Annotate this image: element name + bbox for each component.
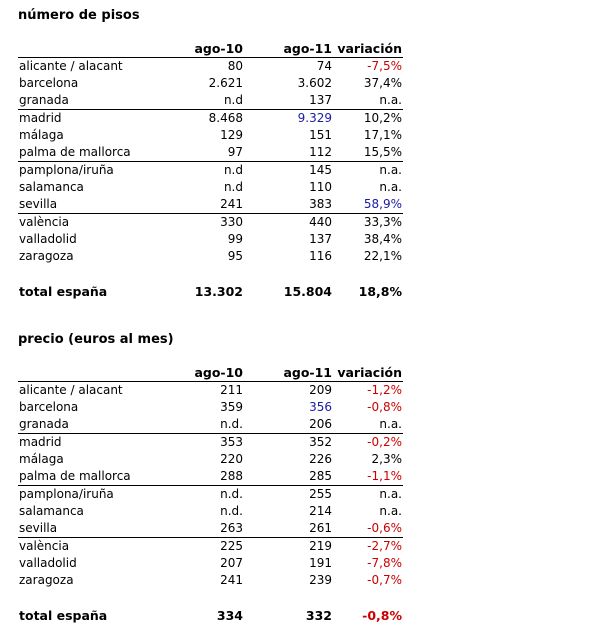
value-variacion: 58,9% xyxy=(333,196,403,214)
city-name: valència xyxy=(19,539,70,553)
value-ago-10: 263 xyxy=(158,520,244,538)
table-row xyxy=(18,144,403,162)
city-name: zaragoza xyxy=(19,249,74,263)
value-ago-11: 110 xyxy=(309,180,332,194)
value-ago-11: 74 xyxy=(316,59,332,73)
total-variacion: 18,8% xyxy=(358,284,402,299)
city-name: pamplona/iruña xyxy=(19,163,114,177)
table-row xyxy=(18,538,403,556)
value-ago-10: 211 xyxy=(220,383,243,397)
value-ago-11: 261 xyxy=(244,520,333,538)
value-ago-10: 225 xyxy=(220,539,243,553)
value-variacion: -1,1% xyxy=(333,468,403,486)
value-variacion: -0,6% xyxy=(333,520,403,538)
value-variacion: 2,3% xyxy=(371,452,402,466)
city-name: palma de mallorca xyxy=(18,468,158,486)
value-ago-10: 97 xyxy=(158,144,244,162)
header-row xyxy=(18,364,403,382)
value-variacion: -2,7% xyxy=(367,539,402,553)
table-row xyxy=(18,179,403,196)
value-ago-11: 255 xyxy=(309,487,332,501)
table-row xyxy=(18,451,403,468)
city-name: zaragoza xyxy=(19,573,74,587)
header-variacion: variación xyxy=(333,364,403,382)
value-ago-10: 2.621 xyxy=(208,76,243,90)
value-ago-10: 8.468 xyxy=(208,111,243,125)
table-row xyxy=(18,92,403,110)
value-ago-11: 383 xyxy=(244,196,333,214)
value-variacion: 38,4% xyxy=(363,232,402,246)
header-name xyxy=(18,364,158,382)
table-row xyxy=(18,399,403,416)
table-row xyxy=(18,110,403,128)
value-ago-10: 99 xyxy=(227,232,243,246)
value-ago-11: 116 xyxy=(309,249,332,263)
city-name: málaga xyxy=(19,128,64,142)
value-ago-10: 241 xyxy=(220,573,243,587)
table-row xyxy=(18,162,403,180)
city-name: barcelona xyxy=(19,76,79,90)
value-ago-11: 9.329 xyxy=(297,111,332,125)
value-ago-11: 214 xyxy=(309,504,332,518)
header-ago-10: ago-10 xyxy=(158,364,244,382)
value-ago-10: 220 xyxy=(220,452,243,466)
value-ago-11: 137 xyxy=(244,92,333,110)
value-ago-10: n.d. xyxy=(220,487,243,501)
total-ago-10: 334 xyxy=(216,608,243,623)
value-variacion: 22,1% xyxy=(363,249,402,263)
value-variacion: n.a. xyxy=(333,416,403,434)
value-variacion: 10,2% xyxy=(363,111,402,125)
city-name: madrid xyxy=(19,111,62,125)
city-name: barcelona xyxy=(19,400,79,414)
value-variacion: -1,2% xyxy=(367,383,402,397)
value-ago-11: 352 xyxy=(309,435,332,449)
city-name: alicante / alacant xyxy=(19,383,123,397)
value-ago-10: 241 xyxy=(158,196,244,214)
total-row xyxy=(18,283,403,300)
value-ago-11: 151 xyxy=(309,128,332,142)
value-variacion: -0,2% xyxy=(367,435,402,449)
value-ago-11: 356 xyxy=(309,400,332,414)
table-row xyxy=(18,503,403,520)
value-ago-10: 330 xyxy=(220,215,243,229)
total-name: total españa xyxy=(19,284,108,299)
table-row xyxy=(18,572,403,589)
table-row xyxy=(18,127,403,144)
value-variacion: 37,4% xyxy=(363,76,402,90)
value-ago-10: n.d xyxy=(223,180,243,194)
value-ago-10: n.d xyxy=(223,163,243,177)
spacer-row xyxy=(18,589,403,607)
table-row xyxy=(18,555,403,572)
city-name: palma de mallorca xyxy=(18,144,158,162)
city-name: sevilla xyxy=(18,196,158,214)
header-row xyxy=(18,40,403,58)
table-row xyxy=(18,75,403,92)
value-variacion: n.a. xyxy=(379,504,402,518)
total-ago-11: 332 xyxy=(305,608,332,623)
value-variacion: 15,5% xyxy=(333,144,403,162)
table-row xyxy=(18,416,403,434)
table-row xyxy=(18,486,403,504)
city-name: granada xyxy=(18,92,158,110)
value-ago-11: 145 xyxy=(309,163,332,177)
value-ago-11: 112 xyxy=(244,144,333,162)
value-ago-11: 137 xyxy=(309,232,332,246)
value-ago-11: 440 xyxy=(309,215,332,229)
total-ago-10: 13.302 xyxy=(194,284,243,299)
section-title: número de pisos xyxy=(18,8,140,23)
table-row xyxy=(18,231,403,248)
value-variacion: 33,3% xyxy=(363,215,402,229)
value-variacion: n.a. xyxy=(379,487,402,501)
value-ago-11: 219 xyxy=(309,539,332,553)
city-name: pamplona/iruña xyxy=(19,487,114,501)
value-ago-10: 129 xyxy=(220,128,243,142)
city-name: valladolid xyxy=(19,556,77,570)
value-ago-10: 359 xyxy=(220,400,243,414)
table-row xyxy=(18,58,403,76)
value-variacion: n.a. xyxy=(379,163,402,177)
value-ago-10: 95 xyxy=(227,249,243,263)
value-ago-10: n.d. xyxy=(220,504,243,518)
header-ago-11: ago-11 xyxy=(244,364,333,382)
value-ago-10: 288 xyxy=(158,468,244,486)
section-precio xyxy=(18,331,403,624)
value-ago-10: 80 xyxy=(227,59,243,73)
value-variacion: -7,8% xyxy=(367,556,402,570)
city-name: salamanca xyxy=(19,180,84,194)
total-variacion: -0,8% xyxy=(362,608,402,623)
header-ago-10: ago-10 xyxy=(158,40,244,58)
section-title: precio (euros al mes) xyxy=(18,332,174,347)
value-ago-10: n.d xyxy=(158,92,244,110)
value-variacion: -0,7% xyxy=(367,573,402,587)
value-ago-10: n.d. xyxy=(158,416,244,434)
table-row xyxy=(18,434,403,452)
value-ago-11: 3.602 xyxy=(297,76,332,90)
city-name: málaga xyxy=(19,452,64,466)
value-ago-11: 191 xyxy=(309,556,332,570)
total-row xyxy=(18,607,403,624)
city-name: alicante / alacant xyxy=(19,59,123,73)
value-variacion: n.a. xyxy=(333,92,403,110)
precio-table xyxy=(18,364,403,624)
spacer-row xyxy=(18,265,403,283)
section-numero-de-pisos xyxy=(18,7,403,300)
city-name: sevilla xyxy=(18,520,158,538)
header-name xyxy=(18,40,158,58)
table-row xyxy=(18,520,403,538)
table-body xyxy=(18,58,403,266)
header-variacion: variación xyxy=(333,40,403,58)
table-row xyxy=(18,196,403,214)
table-row xyxy=(18,248,403,265)
city-name: salamanca xyxy=(19,504,84,518)
table-row xyxy=(18,214,403,232)
value-ago-11: 285 xyxy=(244,468,333,486)
value-ago-11: 226 xyxy=(309,452,332,466)
value-ago-10: 207 xyxy=(220,556,243,570)
value-variacion: -0,8% xyxy=(367,400,402,414)
value-ago-11: 239 xyxy=(309,573,332,587)
pisos-table xyxy=(18,40,403,300)
value-variacion: 17,1% xyxy=(363,128,402,142)
value-ago-11: 206 xyxy=(244,416,333,434)
city-name: valladolid xyxy=(19,232,77,246)
total-ago-11: 15.804 xyxy=(283,284,332,299)
value-ago-11: 209 xyxy=(309,383,332,397)
value-variacion: n.a. xyxy=(379,180,402,194)
table-row xyxy=(18,382,403,400)
total-name: total españa xyxy=(19,608,108,623)
city-name: valència xyxy=(19,215,70,229)
value-ago-10: 353 xyxy=(220,435,243,449)
header-ago-11: ago-11 xyxy=(244,40,333,58)
city-name: madrid xyxy=(19,435,62,449)
value-variacion: -7,5% xyxy=(367,59,402,73)
table-row xyxy=(18,468,403,486)
city-name: granada xyxy=(18,416,158,434)
table-body xyxy=(18,382,403,590)
